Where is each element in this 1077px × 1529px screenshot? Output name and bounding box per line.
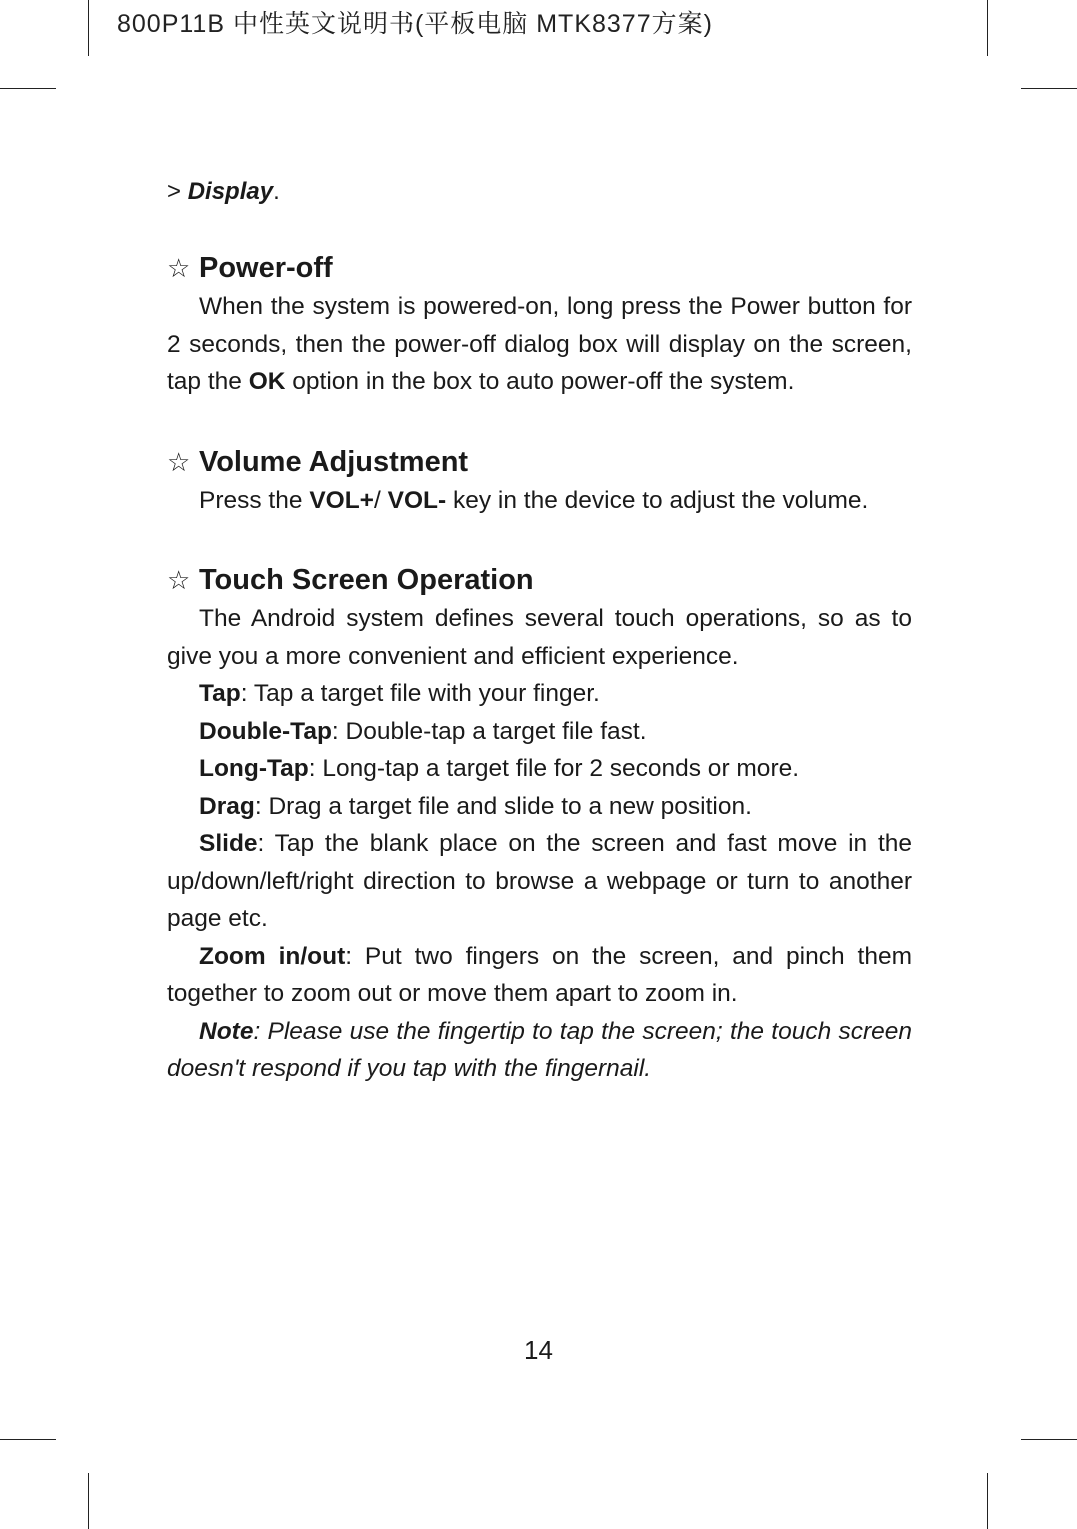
bold-term: Note bbox=[199, 1017, 254, 1045]
bold-term: Zoom in/out bbox=[199, 942, 346, 970]
touch-intro-paragraph: The Android system defines several touch operations, so as to give you a more convenient and efficient experience. bbox=[167, 605, 912, 670]
crop-mark bbox=[1021, 1439, 1077, 1440]
crop-mark bbox=[987, 1473, 988, 1529]
power-off-paragraph bbox=[167, 288, 912, 401]
text-run: Press the bbox=[199, 486, 310, 514]
crop-mark bbox=[88, 1473, 89, 1529]
star-icon: ☆ bbox=[167, 565, 191, 595]
heading-text: Touch Screen Operation bbox=[199, 564, 534, 596]
list-item bbox=[167, 675, 912, 713]
section-heading-volume bbox=[167, 442, 912, 482]
list-item bbox=[167, 750, 912, 788]
bold-term: Long-Tap bbox=[199, 755, 309, 782]
text-run: : Drag a target file and slide to a new position. bbox=[254, 792, 752, 820]
text-run: key in the device to adjust the volume. bbox=[446, 486, 869, 514]
crop-mark bbox=[0, 1439, 56, 1440]
intro-suffix: . bbox=[273, 178, 280, 205]
text-run: When the system is powered-on, long press the Power button for 2 seconds, then the power-off dialog box will display on the screen, tap the bbox=[167, 293, 912, 395]
heading-text: Power-off bbox=[199, 252, 333, 284]
note-paragraph bbox=[167, 1013, 912, 1088]
text-run: : Please use the fingertip to tap the screen; the touch screen doesn't respond if you tap with the fingernail. bbox=[167, 1017, 912, 1082]
text-run: : Put two fingers on the screen, and pinch them together to zoom out or move them apart to zoom in. bbox=[167, 942, 912, 1007]
text-run: : Tap the blank place on the screen and fast move in the up/down/left/right direction to browse a webpage or turn to another page etc. bbox=[167, 830, 912, 932]
page-content bbox=[167, 172, 912, 1088]
bold-term: Slide bbox=[199, 830, 258, 857]
text-run: : Long-tap a target file for 2 seconds or more. bbox=[308, 755, 800, 782]
list-item bbox=[167, 825, 912, 938]
text-run: / bbox=[373, 486, 388, 514]
section-heading-power-off bbox=[167, 248, 912, 288]
bold-term: Tap bbox=[199, 680, 241, 707]
page-number: 14 bbox=[524, 1335, 553, 1365]
text-run: : Double-tap a target file fast. bbox=[331, 717, 647, 745]
volume-paragraph bbox=[167, 482, 912, 520]
bold-term: Drag bbox=[199, 792, 255, 820]
star-icon: ☆ bbox=[167, 446, 191, 477]
bold-term: VOL- bbox=[387, 486, 447, 514]
crop-mark bbox=[1021, 88, 1077, 89]
list-item bbox=[167, 938, 912, 1013]
document-header: 800P11B 中性英文说明书(平板电脑 MTK8377方案) bbox=[117, 10, 713, 38]
heading-text: Volume Adjustment bbox=[199, 445, 469, 478]
crop-mark bbox=[88, 0, 89, 56]
intro-line bbox=[167, 172, 912, 212]
bold-term: VOL+ bbox=[309, 486, 374, 514]
list-item bbox=[167, 713, 912, 751]
star-icon: ☆ bbox=[167, 253, 191, 283]
bold-term: Double-Tap bbox=[199, 717, 332, 745]
crop-mark bbox=[987, 0, 988, 56]
crop-mark bbox=[0, 88, 56, 89]
list-item bbox=[167, 788, 912, 826]
intro-emphasis: Display bbox=[187, 178, 274, 205]
section-heading-touch bbox=[167, 560, 912, 600]
intro-prefix: > bbox=[167, 178, 188, 205]
text-run: option in the box to auto power-off the system. bbox=[285, 368, 795, 395]
bold-term: OK bbox=[248, 368, 286, 395]
text-run: : Tap a target file with your finger. bbox=[240, 680, 600, 707]
